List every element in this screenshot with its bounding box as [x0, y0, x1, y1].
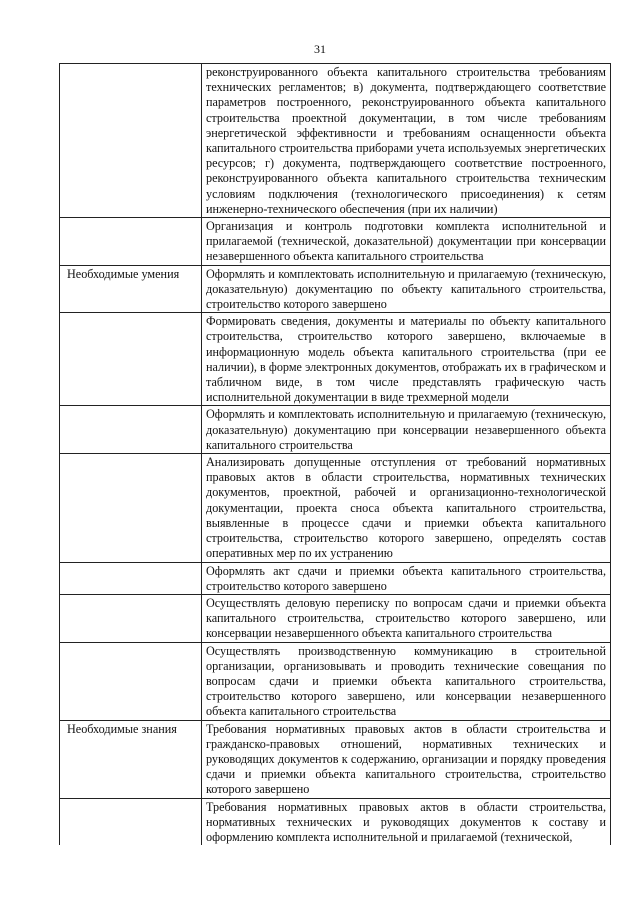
row-label: [60, 64, 202, 218]
row-label: [60, 218, 202, 266]
table-row: [60, 562, 611, 594]
row-text: Оформлять акт сдачи и приемки объекта капитального строительства, строительство которого завершено: [202, 562, 611, 594]
table-row: [60, 798, 611, 845]
row-text: Оформлять и комплектовать исполнительную и прилагаемую (техническую, доказательную) документацию по объекту капитального строительства, строительство которого завершено: [202, 265, 611, 313]
row-label: [60, 594, 202, 642]
table-row: [60, 406, 611, 454]
table-row: [60, 594, 611, 642]
table-row: [60, 313, 611, 406]
page-number: 31: [314, 42, 326, 56]
row-text: Формировать сведения, документы и материалы по объекту капитального строительства, строительство которого завершено, включаемые в информационную модель объекта капитального строительства (при ее наличии), в форме электронных документов, отображать их в графическом и табличном виде, в том числе представлять графическую часть исполнительной документации в виде трехмерной модели: [202, 313, 611, 406]
row-text: Анализировать допущенные отступления от требований нормативных правовых актов в области строительства, нормативных технических документов, проектной, рабочей и организационно-технологической документации, проекта сноса объекта капитального строительства, выявленные в процессе сдачи и приемки объекта капитального строительства, строительство которого завершено, определять состав оперативных мер по их устранению: [202, 454, 611, 562]
row-label: [60, 642, 202, 720]
row-label: [60, 406, 202, 454]
row-text: реконструированного объекта капитального строительства требованиям технических регламентов; в) документа, подтверждающего соответствие параметров построенного, реконструированного объекта капитального строительства проектной документации, в том числе требованиям энергетической эффективности и требованиям оснащенности объекта капитального строительства приборами учета используемых энергетических ресурсов; г) документа, подтверждающего соответствие построенного, реконструированного объекта капитального строительства техническим условиям подключения (технологического присоединения) к сетям инженерно-технического обеспечения (при их наличии): [202, 64, 611, 218]
table-row: [60, 642, 611, 720]
table-row: [60, 454, 611, 562]
competency-table: [59, 63, 611, 845]
row-label: [60, 562, 202, 594]
row-text: Оформлять и комплектовать исполнительную и прилагаемую (техническую, доказательную) документацию при консервации незавершенного объекта капитального строительства: [202, 406, 611, 454]
row-text: Осуществлять деловую переписку по вопросам сдачи и приемки объекта капитального строительства, строительство которого завершено, или консервации незавершенного объекта капитального строительства: [202, 594, 611, 642]
table-row: [60, 265, 611, 313]
table-row: [60, 720, 611, 798]
row-text: Осуществлять производственную коммуникацию в строительной организации, организовывать и проводить технические совещания по вопросам сдачи и приемки объекта капитального строительства, строительство которого завершено, или консервации незавершенного объекта капитального строительства: [202, 642, 611, 720]
row-label: [60, 798, 202, 845]
row-label: [60, 454, 202, 562]
row-text: Требования нормативных правовых актов в области строительства, нормативных технических и руководящих документов к составу и оформлению комплекта исполнительной и прилагаемой (технической,: [202, 798, 611, 845]
row-text: Требования нормативных правовых актов в области строительства и гражданско-правовых отношений, нормативных технических и руководящих документов к содержанию, организации и порядку проведения сдачи и приемки объекта капитального строительства, строительство которого завершено: [202, 720, 611, 798]
row-label: [60, 313, 202, 406]
row-label: Необходимые знания: [60, 720, 202, 798]
table-row: [60, 218, 611, 266]
row-label: Необходимые умения: [60, 265, 202, 313]
row-text: Организация и контроль подготовки комплекта исполнительной и прилагаемой (технической, доказательной) документации при консервации незавершенного объекта капитального строительства: [202, 218, 611, 266]
table-row: [60, 64, 611, 218]
